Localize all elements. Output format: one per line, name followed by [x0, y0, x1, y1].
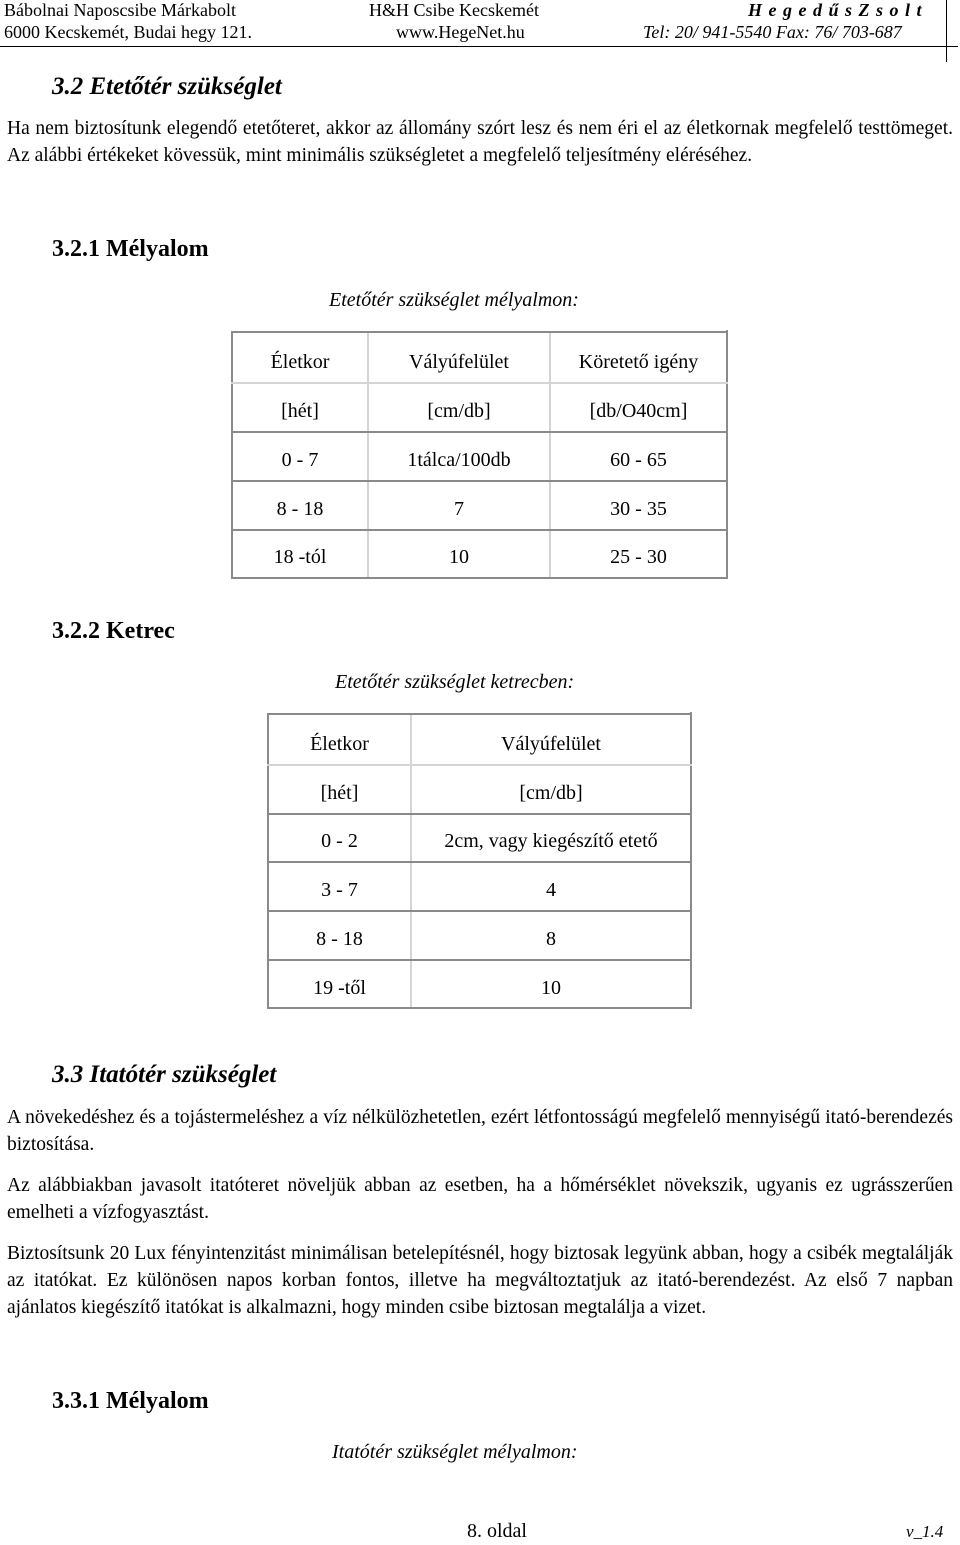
table-caption-itato-melyalom: Itatótér szükséglet mélyalmon:: [332, 1441, 578, 1463]
table-cell: 3 - 7: [321, 879, 358, 901]
table-cell: 2cm, vagy kiegészítő etető: [444, 830, 658, 852]
table-cell: 1tálca/100db: [407, 449, 511, 471]
document-version: v_1.4: [906, 1522, 944, 1541]
table-cell: 18 -tól: [273, 546, 327, 568]
table-cell: 8 - 18: [316, 928, 363, 950]
table-header-cell: Életkor: [310, 733, 369, 755]
table-cell: 0 - 2: [321, 830, 358, 852]
page-number: 8. oldal: [467, 1520, 527, 1542]
table-cell: 4: [546, 879, 556, 901]
table-cell: 30 - 35: [610, 498, 667, 520]
table-unit-cell: [hét]: [281, 400, 319, 422]
header-address: 6000 Kecskemét, Budai hegy 121.: [4, 22, 252, 42]
section-heading-3-2: 3.2 Etetőtér szükséglet: [52, 73, 282, 100]
table-unit-cell: [hét]: [320, 782, 359, 804]
table-header-cell: Vályúfelület: [501, 733, 601, 755]
table-cell: 25 - 30: [610, 546, 667, 568]
table-unit-cell: [cm/db]: [519, 782, 583, 804]
header-contact: Tel: 20/ 941-5540 Fax: 76/ 703-687: [643, 22, 902, 42]
table-header-cell: Köretető igény: [578, 351, 699, 373]
section-3-3-paragraph-3: Biztosítsunk 20 Lux fényintenzitást minimálisan betelepítésnél, hogy biztosak legyünk abban, hogy a csibék megtalálják az itatókat. Ez különösen napos korban fontos, illetve ha megváltoztatjuk az itató-berendezést. Az első 7 napban ajánlatos kiegészítő itatókat is alkalmazni, hogy minden csibe biztosan megtalálja a vizet.: [7, 1243, 953, 1318]
section-3-3-paragraph-1: A növekedéshez és a tojástermeléshez a víz nélkülözhetetlen, ezért létfontosságú megfelelő mennyiségű itató-berendezés biztosítása.: [7, 1107, 953, 1155]
table-cell: 10: [541, 977, 561, 999]
table-cell: 7: [454, 498, 464, 520]
section-3-2-paragraph: Ha nem biztosítunk elegendő etetőteret, akkor az állomány szórt lesz és nem éri el az életkornak megfelelő testtömeget. Az alábbi értékeket kövessük, mint minimális szükségletet a megfelelő teljesítmény eléréséhez.: [7, 118, 953, 166]
header-website-link[interactable]: www.HegeNet.hu: [396, 22, 525, 42]
table-cell: 0 - 7: [281, 449, 319, 471]
table-cell: 60 - 65: [610, 449, 667, 471]
table-cell: 8: [546, 928, 556, 950]
section-heading-3-2-1: 3.2.1 Mélyalom: [52, 236, 209, 262]
header-rule-vertical: [946, 0, 947, 62]
header-owner-name: H e g e d ű s Z s o l t: [748, 0, 923, 20]
header-company: Bábolnai Naposcsibe Márkabolt: [4, 0, 236, 20]
table-caption-ketrec: Etetőtér szükséglet ketrecben:: [335, 671, 575, 693]
table-header-cell: Életkor: [270, 351, 330, 373]
table-caption-melyalom: Etetőtér szükséglet mélyalmon:: [329, 289, 579, 311]
section-heading-3-2-2: 3.2.2 Ketrec: [52, 618, 175, 644]
table-unit-cell: [cm/db]: [427, 400, 491, 422]
section-heading-3-3-1: 3.3.1 Mélyalom: [52, 1388, 209, 1414]
section-heading-3-3: 3.3 Itatótér szükséglet: [52, 1061, 277, 1088]
header-shop-name: H&H Csibe Kecskemét: [369, 0, 539, 20]
table-cell: 8 - 18: [276, 498, 324, 520]
section-3-3-paragraph-2: Az alábbiakban javasolt itatóteret növeljük abban az esetben, ha a hőmérséklet növekszik, ugyanis ez ugrásszerűen emelheti a vízfogyasztást.: [7, 1175, 953, 1223]
table-unit-cell: [db/O40cm]: [589, 400, 688, 422]
table-cell: 19 -től: [313, 977, 366, 999]
header-rule: [0, 46, 958, 47]
table-header-cell: Vályúfelület: [409, 351, 509, 373]
table-cell: 10: [449, 546, 469, 568]
